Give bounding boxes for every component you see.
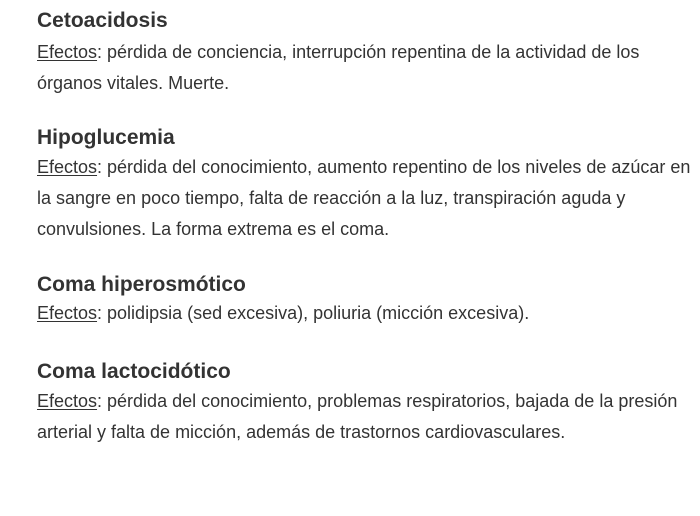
section-heading: Coma hiperosmótico <box>37 273 246 296</box>
effects-label: Efectos <box>37 157 98 177</box>
section-coma-hiperosmotico <box>37 272 692 329</box>
section-coma-lactocidotico <box>37 359 692 448</box>
effects-text: : polidipsia (sed excesiva), poliuria (micción excesiva). <box>97 303 530 323</box>
effects-text: : pérdida del conocimiento, problemas respiratorios, bajada de la presión arterial y falta de micción, además de trastornos cardiovasculares. <box>37 391 678 442</box>
effects-text: : pérdida de conciencia, interrupción repentina de la actividad de los órganos vitales. Muerte. <box>37 42 640 93</box>
section-hipoglucemia <box>37 125 692 245</box>
effects-label: Efectos <box>37 42 98 62</box>
effects-text: : pérdida del conocimiento, aumento repentino de los niveles de azúcar en la sangre en poco tiempo, falta de reacción a la luz, transpiración aguda y convulsiones. La forma extrema es el coma. <box>37 157 691 239</box>
section-cetoacidosis <box>37 0 692 99</box>
section-heading: Hipoglucemia <box>37 126 175 149</box>
article-content <box>37 0 692 448</box>
section-effects-paragraph <box>37 37 692 99</box>
section-effects-paragraph <box>37 152 692 245</box>
section-heading: Coma lactocidótico <box>37 360 231 383</box>
effects-label: Efectos <box>37 303 98 323</box>
section-effects-paragraph <box>37 386 692 448</box>
effects-label: Efectos <box>37 391 98 411</box>
section-effects-paragraph <box>37 298 692 329</box>
section-heading: Cetoacidosis <box>37 9 168 32</box>
